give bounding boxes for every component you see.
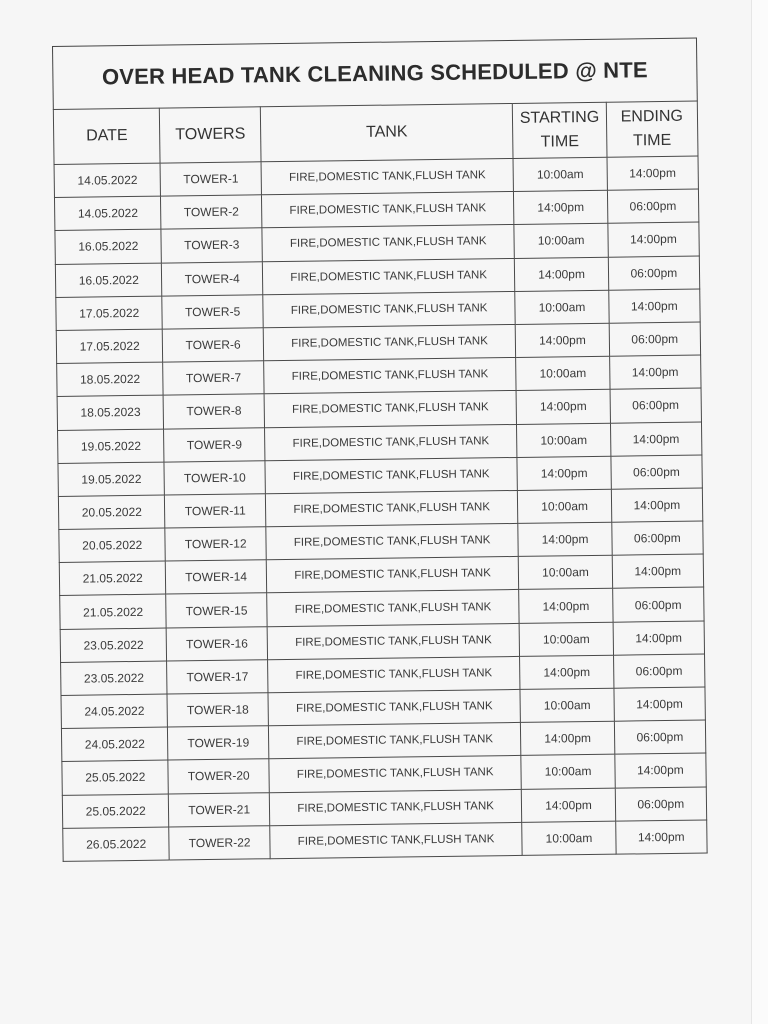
date-cell: 20.05.2022 bbox=[58, 495, 165, 530]
date-cell: 26.05.2022 bbox=[63, 827, 170, 862]
ending-time-cell: 14:00pm bbox=[615, 820, 707, 854]
date-cell: 23.05.2022 bbox=[60, 628, 167, 663]
ending-time-cell: 14:00pm bbox=[614, 687, 706, 721]
tank-cell: FIRE,DOMESTIC TANK,FLUSH TANK bbox=[267, 623, 520, 659]
starting-time-cell: 14:00pm bbox=[516, 323, 610, 357]
tower-cell: TOWER-10 bbox=[164, 460, 265, 494]
ending-time-cell: 14:00pm bbox=[608, 289, 700, 323]
tank-cell: FIRE,DOMESTIC TANK,FLUSH TANK bbox=[264, 391, 517, 427]
starting-time-cell: 10:00am bbox=[520, 688, 614, 722]
tower-cell: TOWER-16 bbox=[167, 626, 268, 660]
date-cell: 17.05.2022 bbox=[56, 329, 163, 364]
ending-time-cell: 14:00pm bbox=[611, 488, 703, 522]
tank-cell: FIRE,DOMESTIC TANK,FLUSH TANK bbox=[267, 656, 520, 692]
ending-time-cell: 14:00pm bbox=[613, 621, 705, 655]
ending-time-cell: 06:00pm bbox=[609, 322, 701, 356]
ending-time-cell: 06:00pm bbox=[607, 189, 699, 223]
tower-cell: TOWER-17 bbox=[167, 660, 268, 694]
tank-cell: FIRE,DOMESTIC TANK,FLUSH TANK bbox=[266, 524, 519, 560]
tower-cell: TOWER-1 bbox=[161, 162, 262, 196]
header-tank: TANK bbox=[260, 103, 513, 161]
tank-cell: FIRE,DOMESTIC TANK,FLUSH TANK bbox=[267, 590, 520, 626]
ending-time-cell: 06:00pm bbox=[612, 587, 704, 621]
starting-time-cell: 10:00am bbox=[516, 356, 610, 390]
schedule-document bbox=[52, 38, 708, 862]
starting-time-cell: 14:00pm bbox=[521, 721, 615, 755]
tower-cell: TOWER-21 bbox=[169, 792, 270, 826]
tower-cell: TOWER-15 bbox=[166, 593, 267, 627]
header-starting-time bbox=[513, 102, 607, 158]
starting-time-cell: 14:00pm bbox=[518, 522, 612, 556]
starting-time-cell: 10:00am bbox=[514, 224, 608, 258]
tank-cell: FIRE,DOMESTIC TANK,FLUSH TANK bbox=[264, 358, 517, 394]
starting-time-cell: 10:00am bbox=[513, 157, 607, 191]
ending-time-cell: 14:00pm bbox=[608, 222, 700, 256]
tower-cell: TOWER-9 bbox=[164, 427, 265, 461]
tank-cell: FIRE,DOMESTIC TANK,FLUSH TANK bbox=[268, 723, 521, 759]
table-body bbox=[54, 156, 707, 861]
tank-cell: FIRE,DOMESTIC TANK,FLUSH TANK bbox=[261, 158, 514, 194]
header-date: DATE bbox=[53, 108, 160, 164]
header-ending-time bbox=[606, 101, 698, 157]
starting-time-cell: 14:00pm bbox=[522, 788, 616, 822]
header-row bbox=[53, 101, 698, 164]
tank-cell: FIRE,DOMESTIC TANK,FLUSH TANK bbox=[266, 557, 519, 593]
tank-cell: FIRE,DOMESTIC TANK,FLUSH TANK bbox=[262, 258, 515, 294]
starting-time-cell: 14:00pm bbox=[514, 190, 608, 224]
header-towers: TOWERS bbox=[160, 107, 261, 163]
starting-time-cell: 10:00am bbox=[519, 622, 613, 656]
tower-cell: TOWER-20 bbox=[168, 759, 269, 793]
starting-time-cell: 14:00pm bbox=[516, 390, 610, 424]
date-cell: 19.05.2022 bbox=[58, 429, 165, 464]
date-cell: 19.05.2022 bbox=[58, 462, 165, 497]
starting-time-cell: 14:00pm bbox=[520, 655, 614, 689]
ending-time-cell: 06:00pm bbox=[611, 521, 703, 555]
starting-time-cell: 14:00pm bbox=[515, 257, 609, 291]
tank-cell: FIRE,DOMESTIC TANK,FLUSH TANK bbox=[265, 490, 518, 526]
table-header bbox=[53, 101, 698, 164]
starting-time-cell: 10:00am bbox=[522, 821, 616, 855]
ending-time-cell: 06:00pm bbox=[608, 256, 700, 290]
tower-cell: TOWER-12 bbox=[165, 527, 266, 561]
tank-cell: FIRE,DOMESTIC TANK,FLUSH TANK bbox=[263, 324, 516, 360]
ending-time-cell: 06:00pm bbox=[613, 654, 705, 688]
tower-cell: TOWER-19 bbox=[168, 726, 269, 760]
tower-cell: TOWER-8 bbox=[164, 394, 265, 428]
tower-cell: TOWER-5 bbox=[162, 295, 263, 329]
paper-edge bbox=[751, 0, 768, 1024]
date-cell: 17.05.2022 bbox=[56, 296, 163, 331]
date-cell: 24.05.2022 bbox=[61, 727, 168, 762]
date-cell: 18.05.2023 bbox=[57, 395, 164, 430]
starting-time-cell: 10:00am bbox=[519, 555, 613, 589]
starting-time-cell: 14:00pm bbox=[519, 589, 613, 623]
ending-time-cell: 14:00pm bbox=[615, 753, 707, 787]
date-cell: 14.05.2022 bbox=[54, 196, 161, 231]
date-cell: 25.05.2022 bbox=[62, 760, 169, 795]
date-cell: 23.05.2022 bbox=[61, 661, 168, 696]
tower-cell: TOWER-22 bbox=[169, 825, 270, 859]
ending-time-cell: 06:00pm bbox=[610, 388, 702, 422]
tower-cell: TOWER-2 bbox=[161, 195, 262, 229]
header-ending-line2: TIME bbox=[632, 131, 672, 150]
tower-cell: TOWER-18 bbox=[167, 693, 268, 727]
tank-cell: FIRE,DOMESTIC TANK,FLUSH TANK bbox=[263, 291, 516, 327]
tank-cell: FIRE,DOMESTIC TANK,FLUSH TANK bbox=[269, 756, 522, 792]
tower-cell: TOWER-14 bbox=[166, 560, 267, 594]
starting-time-cell: 10:00am bbox=[518, 489, 612, 523]
date-cell: 14.05.2022 bbox=[54, 163, 161, 198]
header-starting-line1: STARTING bbox=[519, 108, 600, 127]
date-cell: 25.05.2022 bbox=[62, 794, 169, 829]
date-cell: 24.05.2022 bbox=[61, 694, 168, 729]
tower-cell: TOWER-11 bbox=[165, 494, 266, 528]
date-cell: 21.05.2022 bbox=[60, 594, 167, 629]
tower-cell: TOWER-6 bbox=[163, 328, 264, 362]
date-cell: 16.05.2022 bbox=[55, 229, 162, 264]
ending-time-cell: 14:00pm bbox=[610, 422, 702, 456]
tower-cell: TOWER-7 bbox=[163, 361, 264, 395]
tank-cell: FIRE,DOMESTIC TANK,FLUSH TANK bbox=[265, 457, 518, 493]
starting-time-cell: 10:00am bbox=[521, 755, 615, 789]
starting-time-cell: 10:00am bbox=[515, 290, 609, 324]
tank-cell: FIRE,DOMESTIC TANK,FLUSH TANK bbox=[269, 789, 522, 825]
ending-time-cell: 14:00pm bbox=[607, 156, 699, 190]
ending-time-cell: 06:00pm bbox=[615, 787, 707, 821]
starting-time-cell: 14:00pm bbox=[517, 456, 611, 490]
ending-time-cell: 14:00pm bbox=[612, 554, 704, 588]
tank-cell: FIRE,DOMESTIC TANK,FLUSH TANK bbox=[268, 689, 521, 725]
schedule-table bbox=[53, 101, 708, 862]
tower-cell: TOWER-3 bbox=[161, 228, 262, 262]
starting-time-cell: 10:00am bbox=[517, 423, 611, 457]
header-starting-line2: TIME bbox=[540, 133, 580, 151]
tank-cell: FIRE,DOMESTIC TANK,FLUSH TANK bbox=[270, 822, 523, 858]
tank-cell: FIRE,DOMESTIC TANK,FLUSH TANK bbox=[262, 225, 515, 261]
schedule-title: OVER HEAD TANK CLEANING SCHEDULED @ NTE bbox=[52, 38, 698, 109]
ending-time-cell: 14:00pm bbox=[609, 355, 701, 389]
date-cell: 16.05.2022 bbox=[55, 263, 162, 298]
date-cell: 21.05.2022 bbox=[59, 561, 166, 596]
date-cell: 20.05.2022 bbox=[59, 528, 166, 563]
header-ending-line1: ENDING bbox=[620, 107, 684, 126]
date-cell: 18.05.2022 bbox=[57, 362, 164, 397]
ending-time-cell: 06:00pm bbox=[614, 720, 706, 754]
tank-cell: FIRE,DOMESTIC TANK,FLUSH TANK bbox=[264, 424, 517, 460]
tower-cell: TOWER-4 bbox=[162, 261, 263, 295]
ending-time-cell: 06:00pm bbox=[611, 455, 703, 489]
tank-cell: FIRE,DOMESTIC TANK,FLUSH TANK bbox=[261, 192, 514, 228]
